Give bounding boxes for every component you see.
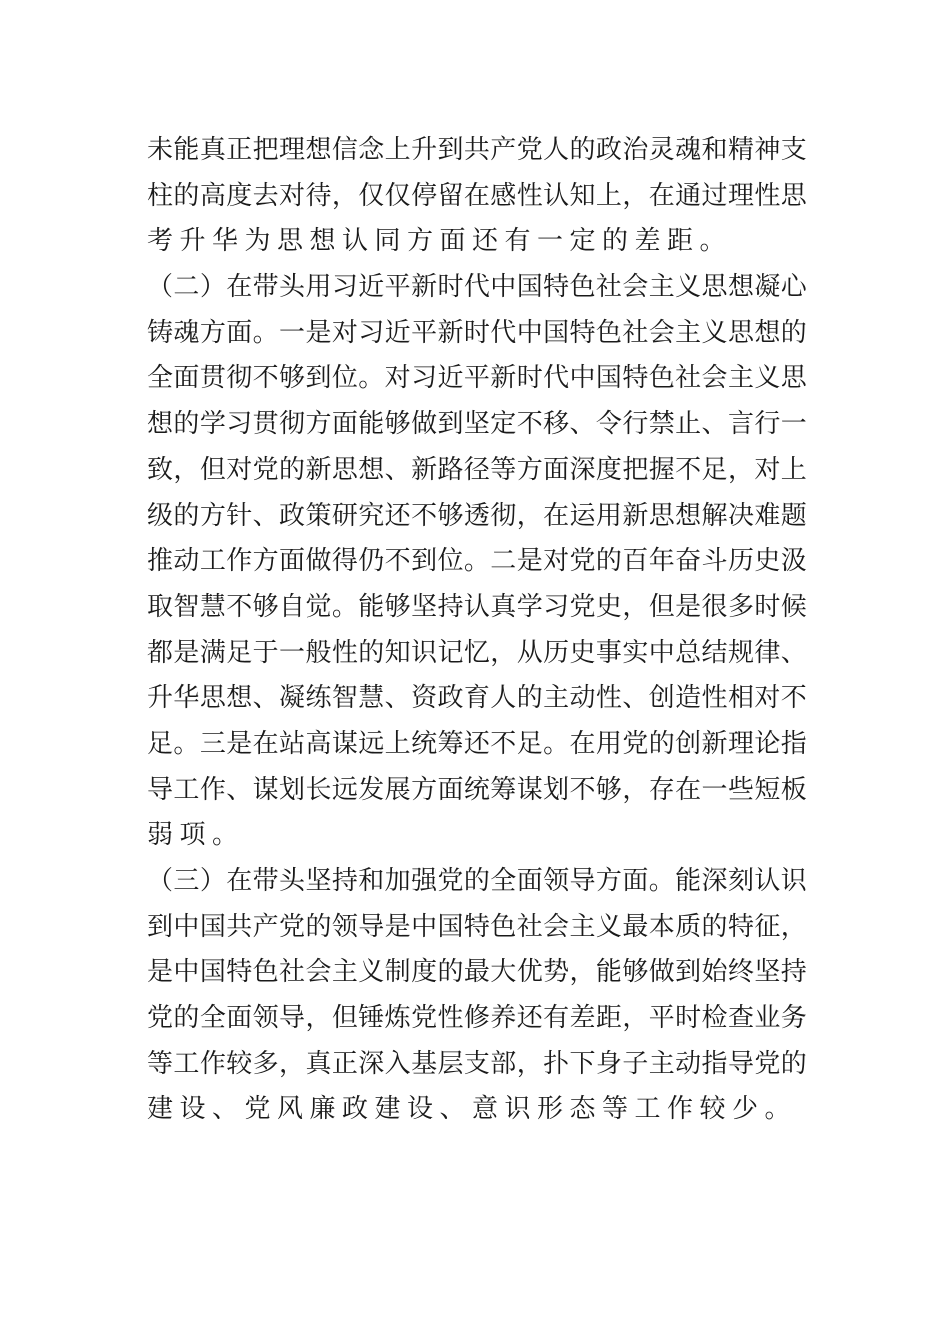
text-line: 弱项。 bbox=[147, 820, 245, 851]
text-line: 到 中 国 共 产 党 的 领 导 是 中 国 特 色 社 会 主 义 最 本 质 的 特 征 ， bbox=[147, 911, 807, 942]
text-line: 升 华 思 想 、 凝 练 智 慧 、 资 政 育 人 的 主 动 性 、 创 造 性 相 对 不 bbox=[147, 683, 807, 714]
text-line: 等 工 作 较 多 ， 真 正 深 入 基 层 支 部 ， 扑 下 身 子 主 动 指 导 党 的 bbox=[147, 1048, 807, 1079]
text-line: 想 的 学 习 贯 彻 方 面 能 够 做 到 坚 定 不 移 、 令 行 禁 止 、 言 行 一 bbox=[147, 409, 807, 440]
body-text bbox=[147, 128, 807, 1133]
text-line: 党 的 全 面 领 导 ， 但 锤 炼 党 性 修 养 还 有 差 距 ， 平 时 检 查 业 务 bbox=[147, 1003, 807, 1034]
text-line: 取 智 慧 不 够 自 觉 。 能 够 坚 持 认 真 学 习 党 史 ， 但 是 很 多 时 候 bbox=[147, 591, 807, 622]
text-line: 考升华为思想认同方面还有一定的差距。 bbox=[147, 226, 733, 257]
text-line: 都 是 满 足 于 一 般 性 的 知 识 记 忆 ， 从 历 史 事 实 中 总 结 规 律 、 bbox=[147, 637, 807, 668]
text-line: 未 能 真 正 把 理 想 信 念 上 升 到 共 产 党 人 的 政 治 灵 魂 和 精 神 支 bbox=[147, 135, 807, 165]
text-line: （ 二 ） 在 带 头 用 习 近 平 新 时 代 中 国 特 色 社 会 主 义 思 想 凝 心 bbox=[147, 272, 807, 303]
text-line: 级 的 方 针 、 政 策 研 究 还 不 够 透 彻 ， 在 运 用 新 思 想 解 决 难 题 bbox=[147, 500, 807, 531]
text-line: 全 面 贯 彻 不 够 到 位 。 对 习 近 平 新 时 代 中 国 特 色 社 会 主 义 思 bbox=[147, 363, 807, 394]
text-line: 是 中 国 特 色 社 会 主 义 制 度 的 最 大 优 势 ， 能 够 做 到 始 终 坚 持 bbox=[147, 957, 807, 988]
text-line: （ 三 ） 在 带 头 坚 持 和 加 强 党 的 全 面 领 导 方 面 。 能 深 刻 认 识 bbox=[147, 866, 807, 896]
text-line: 柱 的 高 度 去 对 待 ， 仅 仅 停 留 在 感 性 认 知 上 ， 在 通 过 理 性 思 bbox=[147, 180, 807, 211]
text-line: 铸 魂 方 面 。 一 是 对 习 近 平 新 时 代 中 国 特 色 社 会 主 义 思 想 的 bbox=[147, 317, 807, 348]
text-line: 建设、党风廉政建设、意识形态等工作较少。 bbox=[147, 1094, 798, 1125]
text-line: 导 工 作 、 谋 划 长 远 发 展 方 面 统 筹 谋 划 不 够 ， 存 在 一 些 短 板 bbox=[147, 774, 807, 805]
text-line: 足 。 三 是 在 站 高 谋 远 上 统 筹 还 不 足 。 在 用 党 的 创 新 理 论 指 bbox=[147, 728, 807, 759]
text-line: 推 动 工 作 方 面 做 得 仍 不 到 位 。 二 是 对 党 的 百 年 奋 斗 历 史 汲 bbox=[147, 546, 807, 577]
text-line: 致 ， 但 对 党 的 新 思 想 、 新 路 径 等 方 面 深 度 把 握 不 足 ， 对 上 bbox=[147, 454, 807, 485]
